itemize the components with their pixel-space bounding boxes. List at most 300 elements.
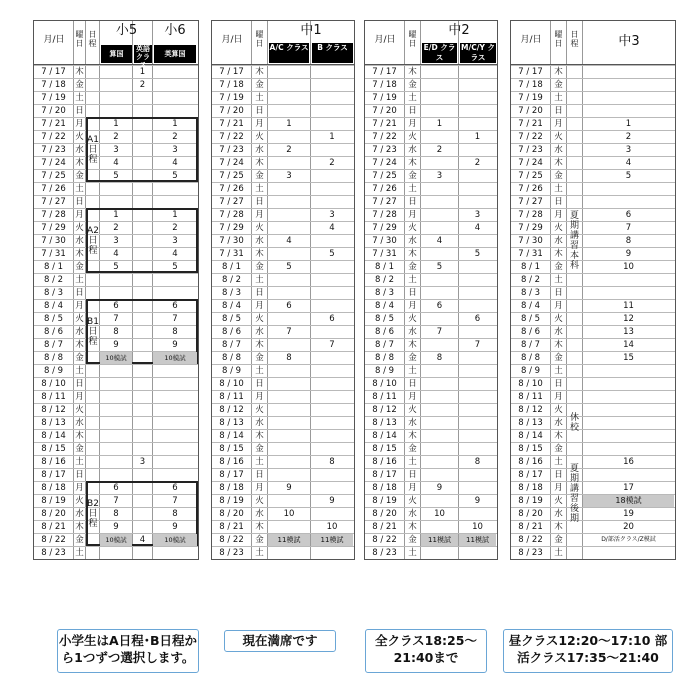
table-cell: 土	[255, 93, 264, 103]
table-cell: 8 / 4	[43, 301, 64, 311]
table-cell: 4	[329, 223, 335, 233]
table-cell: 土	[408, 457, 417, 467]
table-row	[34, 364, 198, 377]
table-cell: 8 / 10	[372, 379, 397, 389]
table-cell	[153, 469, 197, 481]
table-row	[511, 130, 675, 143]
table-cell: 日	[255, 106, 264, 116]
table-cell: 日	[255, 288, 264, 298]
grade-title: 中1	[300, 23, 322, 38]
table-cell: 3	[139, 457, 146, 467]
table-cell	[459, 170, 496, 182]
table-row	[365, 156, 497, 169]
mock-exam-label: 10模試	[100, 534, 132, 546]
table-cell: 火	[408, 314, 417, 324]
table-cell: 月	[554, 392, 563, 402]
table-cell	[100, 469, 132, 481]
table-cell: 1	[625, 119, 632, 129]
table-cell	[583, 417, 674, 429]
table-cell	[100, 79, 132, 91]
table-cell	[421, 391, 458, 403]
table-cell: 金	[554, 80, 563, 90]
table-row	[365, 273, 497, 286]
table-row	[365, 65, 497, 78]
table-cell: 8	[113, 509, 119, 519]
table-row	[212, 247, 354, 260]
table-cell: 金	[408, 535, 417, 545]
header-divider	[212, 64, 354, 65]
table-cell: 金	[408, 171, 417, 181]
table-cell: 8 / 19	[518, 496, 543, 506]
table-cell: 木	[75, 431, 84, 441]
summer-course-label: 夏期講習本科	[569, 210, 579, 271]
table-cell	[459, 482, 496, 494]
table-cell	[459, 391, 496, 403]
class-a-label: A/C クラス	[269, 43, 309, 63]
table-cell: 金	[408, 80, 417, 90]
table-cell: 8 / 17	[219, 470, 244, 480]
table-row	[365, 260, 497, 273]
table-cell	[311, 547, 353, 559]
table-cell: 6	[474, 314, 481, 324]
club-mock-label: D/部活クラス/Z模試	[601, 536, 656, 543]
table-cell: 金	[75, 171, 84, 181]
table-cell	[153, 196, 197, 208]
table-cell: 火	[554, 132, 563, 142]
table-cell: 2	[286, 145, 292, 155]
table-cell	[459, 287, 496, 299]
table-cell: 9	[172, 522, 178, 532]
table-cell: 12	[623, 314, 634, 324]
table-cell: 7 / 28	[41, 210, 66, 220]
table-cell	[133, 92, 152, 104]
table-cell: 月	[408, 210, 417, 220]
table-cell	[311, 482, 353, 494]
table-cell: 4	[139, 535, 146, 545]
table-cell: 7 / 20	[372, 106, 397, 116]
table-row	[365, 299, 497, 312]
table-cell: 19	[623, 509, 634, 519]
table-cell: 8 / 15	[219, 444, 244, 454]
table-cell	[459, 144, 496, 156]
table-cell: 土	[75, 93, 84, 103]
table-cell: 8 / 1	[374, 262, 395, 272]
table-cell	[421, 313, 458, 325]
table-row	[212, 260, 354, 273]
table-cell: 2	[172, 223, 178, 233]
table-row	[212, 91, 354, 104]
table-cell: 7 / 31	[219, 249, 244, 259]
table-cell: 6	[329, 314, 335, 324]
table-cell: 7	[329, 340, 335, 350]
table-row	[365, 520, 497, 533]
table-cell	[153, 443, 197, 455]
table-cell: 8 / 20	[372, 509, 397, 519]
table-cell: 8 / 7	[374, 340, 395, 350]
table-cell: 3	[436, 171, 443, 181]
table-cell: 8 / 17	[41, 470, 66, 480]
table-cell: 8	[172, 327, 178, 337]
schedule-label-a2: A2日程	[87, 225, 99, 256]
table-cell: 土	[75, 184, 84, 194]
note-elementary-text: 小学生はA日程･B日程から1つずつ選択します。	[59, 633, 197, 665]
table-row	[212, 364, 354, 377]
table-cell	[421, 183, 458, 195]
table-row	[511, 338, 675, 351]
table-cell: 8	[625, 236, 632, 246]
table-cell: 土	[75, 457, 84, 467]
table-cell: 水	[255, 327, 264, 337]
table-cell	[583, 365, 674, 377]
table-cell	[100, 391, 132, 403]
table-cell: 7 / 26	[518, 184, 543, 194]
table-cell: 金	[75, 444, 84, 454]
table-cell: 7 / 28	[372, 210, 397, 220]
table-cell	[268, 248, 310, 260]
table-cell	[153, 417, 197, 429]
table-cell: 木	[408, 340, 417, 350]
table-cell: 水	[554, 418, 563, 428]
table-cell: 8 / 9	[43, 366, 64, 376]
table-cell: 7 / 21	[219, 119, 244, 129]
table-cell	[153, 378, 197, 390]
table-cell: 日	[408, 470, 417, 480]
table-row	[511, 390, 675, 403]
table-cell: 金	[408, 353, 417, 363]
table-row	[34, 195, 198, 208]
table-row	[511, 117, 675, 130]
table-cell	[311, 235, 353, 247]
table-cell: 4	[286, 236, 292, 246]
table-cell: 火	[255, 132, 264, 142]
table-cell: 金	[554, 262, 563, 272]
table-cell: 17	[623, 483, 634, 493]
table-row	[212, 234, 354, 247]
table-cell: 土	[255, 184, 264, 194]
table-cell	[583, 443, 674, 455]
table-cell	[268, 196, 310, 208]
table-cell: 8 / 22	[518, 535, 543, 545]
table-cell: 8 / 3	[374, 288, 395, 298]
table-cell	[311, 378, 353, 390]
table-cell: 日	[255, 197, 264, 207]
table-cell	[459, 183, 496, 195]
table-cell	[268, 495, 310, 507]
table-row	[511, 65, 675, 78]
table-cell: 月	[554, 301, 563, 311]
table-row	[212, 507, 354, 520]
table-cell: 金	[554, 353, 563, 363]
table-cell	[421, 222, 458, 234]
schedule-table-2	[211, 20, 355, 560]
table-cell: 日	[75, 106, 84, 116]
table-cell: 8 / 4	[520, 301, 541, 311]
table-row	[511, 273, 675, 286]
table-row	[365, 416, 497, 429]
table-cell	[311, 508, 353, 520]
table-row	[212, 221, 354, 234]
table-cell	[153, 365, 197, 377]
table-cell: 水	[255, 236, 264, 246]
table-cell	[100, 547, 132, 559]
table-row	[212, 338, 354, 351]
table-row	[212, 442, 354, 455]
table-cell: 7 / 22	[372, 132, 397, 142]
table-row	[511, 325, 675, 338]
table-cell	[459, 105, 496, 117]
table-cell: 土	[255, 275, 264, 285]
table-cell: 日	[408, 379, 417, 389]
table-cell: 日	[554, 470, 563, 480]
table-row	[511, 403, 675, 416]
table-cell	[459, 378, 496, 390]
table-cell: 木	[255, 158, 264, 168]
mock-exam-label: 11模試	[421, 534, 458, 546]
table-cell	[583, 92, 674, 104]
table-cell	[153, 79, 197, 91]
table-row	[365, 247, 497, 260]
table-cell: 9	[113, 340, 119, 350]
table-cell: 8 / 14	[41, 431, 66, 441]
table-cell	[311, 118, 353, 130]
class-b-label: M/C/Y クラス	[461, 43, 495, 62]
table-cell: 7 / 30	[41, 236, 66, 246]
table-cell	[153, 105, 197, 117]
table-cell: 8 / 8	[374, 353, 395, 363]
table-row	[511, 351, 675, 364]
table-cell	[459, 274, 496, 286]
grade-title: 中2	[448, 23, 470, 38]
table-cell: 1	[172, 210, 178, 220]
table-cell: 8 / 2	[520, 275, 541, 285]
table-cell: 8 / 22	[219, 535, 244, 545]
date-header: 月/日	[374, 35, 396, 45]
table-cell	[311, 326, 353, 338]
table-cell	[100, 196, 132, 208]
table-cell: 7 / 21	[41, 119, 66, 129]
table-cell: 火	[554, 223, 563, 233]
table-cell	[311, 443, 353, 455]
table-row	[212, 377, 354, 390]
table-cell	[268, 443, 310, 455]
table-cell	[583, 404, 674, 416]
table-cell: 火	[554, 405, 563, 415]
table-cell: 土	[255, 548, 264, 558]
table-cell	[459, 365, 496, 377]
table-row	[511, 442, 675, 455]
schedule-header: 日程	[88, 30, 97, 48]
table-cell	[100, 378, 132, 390]
table-row	[365, 468, 497, 481]
table-cell: 木	[408, 249, 417, 259]
table-cell: 7 / 31	[518, 249, 543, 259]
table-row	[365, 455, 497, 468]
table-cell: 1	[113, 210, 119, 220]
table-row	[365, 351, 497, 364]
table-cell: 7	[286, 327, 292, 337]
table-cell	[133, 183, 152, 195]
table-cell	[153, 404, 197, 416]
table-row	[365, 143, 497, 156]
table-cell: 8 / 16	[518, 457, 543, 467]
weekday-header: 曜日	[408, 30, 417, 48]
table-cell: 8 / 6	[520, 327, 541, 337]
table-cell: 金	[255, 171, 264, 181]
table-cell	[268, 404, 310, 416]
table-cell: 8 / 11	[41, 392, 66, 402]
header-divider	[34, 64, 198, 65]
table-cell	[100, 274, 132, 286]
table-cell: 7 / 26	[41, 184, 66, 194]
table-cell	[133, 391, 152, 403]
table-cell: 水	[554, 509, 563, 519]
table-cell: 8 / 15	[372, 444, 397, 454]
table-cell: 日	[75, 197, 84, 207]
table-cell: 7 / 29	[41, 223, 66, 233]
table-cell: 4	[172, 158, 178, 168]
table-cell	[421, 157, 458, 169]
schedule-label-b1: B1日程	[87, 316, 99, 347]
table-cell	[311, 391, 353, 403]
table-cell: 火	[75, 405, 84, 415]
mock-exam-label: 10模試	[153, 352, 197, 364]
table-cell	[459, 404, 496, 416]
table-row	[212, 117, 354, 130]
table-cell: 7 / 27	[372, 197, 397, 207]
table-cell: 7	[172, 496, 178, 506]
table-cell: 2	[172, 132, 178, 142]
table-row	[511, 429, 675, 442]
table-cell: 4	[113, 249, 119, 259]
table-row	[511, 182, 675, 195]
table-row	[511, 299, 675, 312]
table-cell: 土	[408, 366, 417, 376]
table-cell	[153, 391, 197, 403]
table-cell: 火	[408, 132, 417, 142]
table-cell: 火	[554, 496, 563, 506]
table-cell: 8 / 14	[372, 431, 397, 441]
table-cell	[133, 469, 152, 481]
table-row	[212, 182, 354, 195]
table-cell	[459, 508, 496, 520]
table-cell: 7 / 27	[219, 197, 244, 207]
table-cell	[311, 287, 353, 299]
table-row	[34, 429, 198, 442]
table-cell	[100, 183, 132, 195]
table-cell: 日	[255, 470, 264, 480]
class-b-label: B クラス	[312, 43, 353, 63]
table-cell: 8 / 20	[41, 509, 66, 519]
table-row	[34, 91, 198, 104]
table-row	[365, 364, 497, 377]
table-cell: 火	[75, 314, 84, 324]
table-cell: 土	[255, 366, 264, 376]
table-cell: 6	[625, 210, 632, 220]
note-m1	[224, 630, 336, 652]
table-cell	[153, 92, 197, 104]
table-cell: 1	[474, 132, 481, 142]
table-cell: 9	[113, 522, 119, 532]
table-cell: 7 / 27	[518, 197, 543, 207]
table-row	[365, 442, 497, 455]
table-cell	[100, 404, 132, 416]
table-cell: 月	[255, 483, 264, 493]
table-cell	[268, 469, 310, 481]
table-row	[365, 195, 497, 208]
table-row	[365, 403, 497, 416]
table-cell	[133, 430, 152, 442]
table-row	[511, 260, 675, 273]
table-row	[511, 104, 675, 117]
table-cell: 火	[408, 405, 417, 415]
table-row	[511, 247, 675, 260]
table-cell: 6	[172, 483, 178, 493]
table-cell	[459, 300, 496, 312]
table-row	[34, 104, 198, 117]
table-cell: 8 / 9	[221, 366, 242, 376]
table-cell: 7 / 19	[372, 93, 397, 103]
table-cell: 7 / 31	[41, 249, 66, 259]
table-cell: 水	[75, 236, 84, 246]
table-cell: 6	[286, 301, 292, 311]
table-cell	[100, 287, 132, 299]
table-cell: 土	[75, 548, 84, 558]
table-cell	[459, 66, 496, 78]
table-cell: 7 / 19	[518, 93, 543, 103]
table-row	[34, 78, 198, 91]
mock-exam-label: 11模試	[459, 534, 496, 546]
table-cell: 7	[436, 327, 443, 337]
table-cell: 8 / 21	[41, 522, 66, 532]
table-cell	[311, 183, 353, 195]
table-cell: 日	[554, 106, 563, 116]
table-row	[212, 546, 354, 559]
table-cell	[268, 79, 310, 91]
table-row	[212, 429, 354, 442]
table-cell: 8 / 1	[43, 262, 64, 272]
table-cell: 4	[625, 158, 632, 168]
table-row	[212, 403, 354, 416]
table-cell	[133, 378, 152, 390]
table-cell	[153, 456, 197, 468]
table-cell	[153, 183, 197, 195]
table-cell: 8 / 22	[41, 535, 66, 545]
table-cell: 8 / 20	[219, 509, 244, 519]
table-row	[34, 390, 198, 403]
schedule-table-4	[510, 20, 676, 560]
table-cell: 8 / 4	[374, 301, 395, 311]
table-row	[212, 312, 354, 325]
class-a-label: E/D クラス	[423, 43, 456, 62]
table-cell: 8 / 8	[221, 353, 242, 363]
table-cell: 7 / 26	[372, 184, 397, 194]
table-cell: 7 / 24	[372, 158, 397, 168]
table-cell: 10	[283, 509, 295, 519]
table-cell: 金	[554, 171, 563, 181]
table-cell: 8 / 23	[518, 548, 543, 558]
table-row	[511, 286, 675, 299]
table-row	[365, 507, 497, 520]
table-cell: 8 / 12	[219, 405, 244, 415]
table-cell: 日	[255, 379, 264, 389]
table-cell: 7 / 23	[518, 145, 543, 155]
table-cell: 7 / 29	[372, 223, 397, 233]
table-cell	[268, 365, 310, 377]
header-divider	[511, 64, 675, 65]
table-cell: 6	[172, 301, 178, 311]
table-cell: 水	[75, 145, 84, 155]
schedule-table-3	[364, 20, 498, 560]
